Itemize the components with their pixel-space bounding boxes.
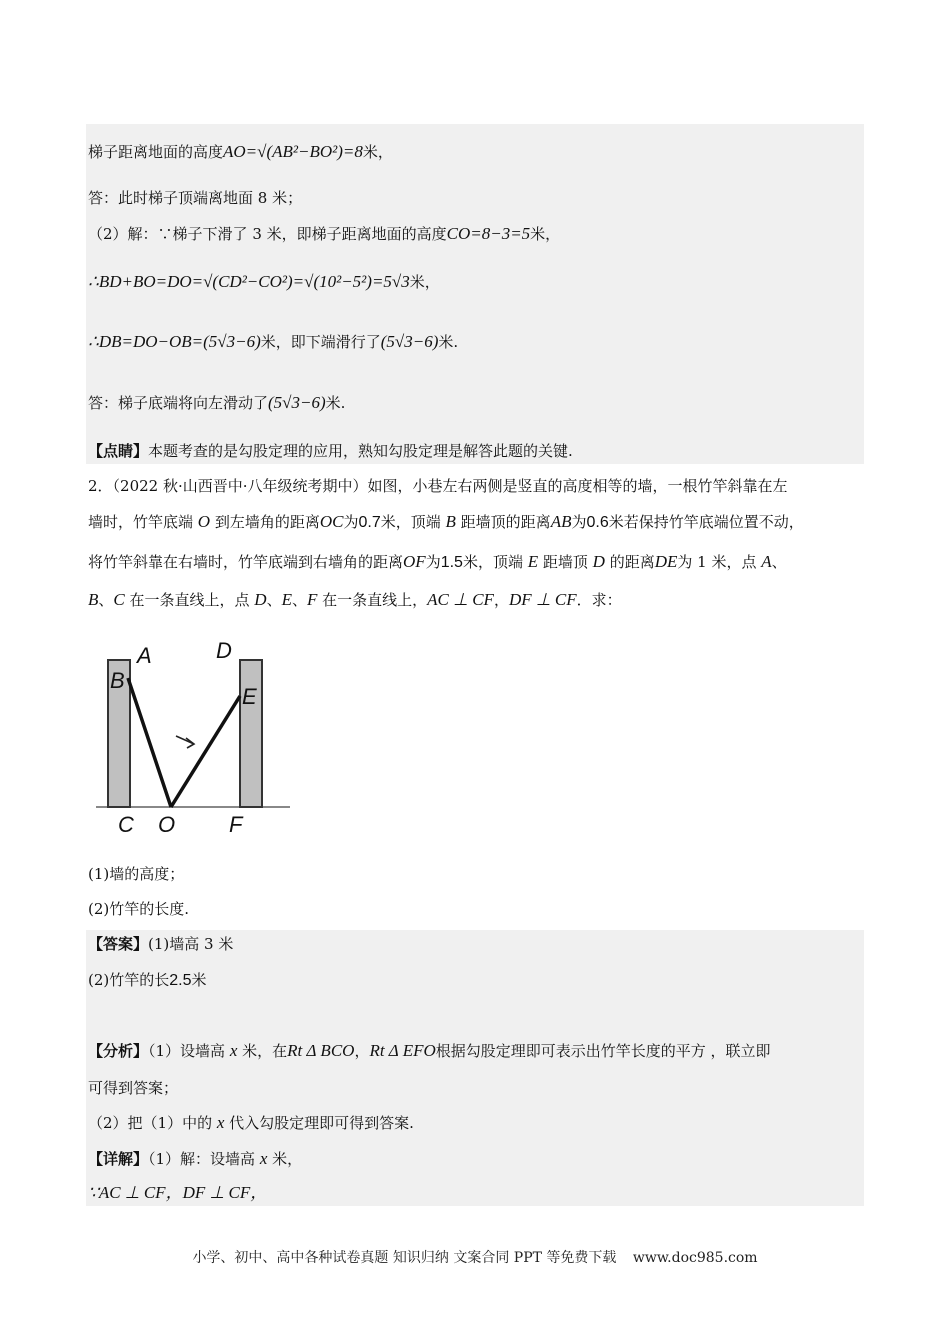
analysis-line-2: 可得到答案； <box>88 1079 179 1097</box>
footer-url-link[interactable]: www.doc985.com <box>632 1250 758 1266</box>
footer-left-text: 小学、初中、高中各种试卷真题 知识归纳 文案合同 PPT 等免费下载 <box>192 1250 617 1266</box>
db-formula: ∴DB=DO−OB=(5√3−6) <box>88 332 261 351</box>
db-formula-line: ∴DB=DO−OB=(5√3−6)米，即下端滑行了(5√3−6)米. <box>88 332 459 351</box>
comment-tag: 【点睛】 <box>88 442 149 460</box>
question-line-3: 将竹竿斜靠在右墙时，竹竿底端到右墙角的距离OF为1.5米，顶端 E 距墙顶 D 的距离DE为 1 米，点 A、 <box>88 552 787 571</box>
label-E: E <box>242 684 257 709</box>
comment-line: 【点睛】本题考查的是勾股定理的应用，熟知勾股定理是解答此题的关键. <box>88 442 573 460</box>
label-A: A <box>137 643 152 668</box>
part-2-line: （2）解：∵梯子下滑了 3 米，即梯子距离地面的高度CO=8−3=5米， <box>88 224 561 243</box>
right-wall <box>240 660 262 807</box>
page-footer <box>0 1247 950 1267</box>
question-line-4: B、C 在一条直线上，点 D、E、F 在一条直线上，AC ⊥ CF，DF ⊥ CF．求： <box>88 590 622 609</box>
question-line-2: 墙时，竹竿底端 O 到左墙角的距离OC为0.7米，顶端 B 距墙顶的距离AB为0.6米若保持竹竿底端位置不动， <box>88 512 804 531</box>
condition-ac-perp-cf: AC ⊥ CF <box>427 590 494 609</box>
ask-2: (2)竹竿的长度. <box>88 900 190 918</box>
label-C: C <box>118 812 134 837</box>
label-O: O <box>158 812 176 837</box>
answer-2-line: 答：梯子底端将向左滑动了(5√3−6)米. <box>88 393 346 412</box>
bd-formula: ∴BD+BO=DO=√(CD²−CO²)=√(10²−5²)=5√3 <box>88 272 410 291</box>
pole-left-position <box>128 678 171 807</box>
db-formula-2: (5√3−6) <box>380 332 439 351</box>
analysis-line-3: （2）把（1）中的 x 代入勾股定理即可得到答案. <box>88 1113 414 1132</box>
answer-tag: 【答案】 <box>88 935 149 953</box>
detail-formula: ∵AC ⊥ CF，DF ⊥ CF， <box>88 1183 268 1202</box>
ao-formula: AO=√(AB²−BO²)=8 <box>223 142 363 161</box>
condition-df-perp-cf: DF ⊥ CF <box>508 590 577 609</box>
bd-formula-line: ∴BD+BO=DO=√(CD²−CO²)=√(10²−5²)=5√3米， <box>88 272 440 291</box>
pole-right-position <box>171 696 240 807</box>
detail-line-2 <box>88 1183 267 1203</box>
answer-1-line: 答：此时梯子顶端离地面 8 米； <box>88 189 303 207</box>
alley-figure <box>92 636 297 841</box>
detail-tag: 【详解】 <box>88 1150 149 1168</box>
ao-height-line: 梯子距离地面的高度AO=√(AB²−BO²)=8米， <box>88 142 393 161</box>
answer-2-bottom: (2)竹竿的长2.5米 <box>88 971 207 989</box>
label-F: F <box>229 812 243 837</box>
label-B: B <box>110 668 125 693</box>
analysis-tag: 【分析】 <box>88 1042 149 1060</box>
answer-tag-line: 【答案】(1)墙高 3 米 <box>88 935 234 953</box>
solution-top-background <box>86 124 864 464</box>
co-formula: CO=8−3=5 <box>446 224 531 243</box>
label-D: D <box>216 638 232 663</box>
ask-1: (1)墙的高度； <box>88 865 185 883</box>
analysis-line-1: 【分析】（1）设墙高 x 米，在Rt Δ BCO，Rt Δ EFO根据勾股定理即可表示出竹竿长度的平方 ，联立即 <box>88 1041 771 1060</box>
answer-2-formula: (5√3−6) <box>268 393 326 412</box>
move-arrow-icon <box>176 736 194 748</box>
detail-line-1: 【详解】（1）解：设墙高 x 米， <box>88 1149 303 1168</box>
question-line-1: 2．（2022 秋·山西晋中·八年级统考期中）如图，小巷左右两侧是竖直的高度相等的墙，一根竹竿斜靠在左 <box>88 477 788 495</box>
